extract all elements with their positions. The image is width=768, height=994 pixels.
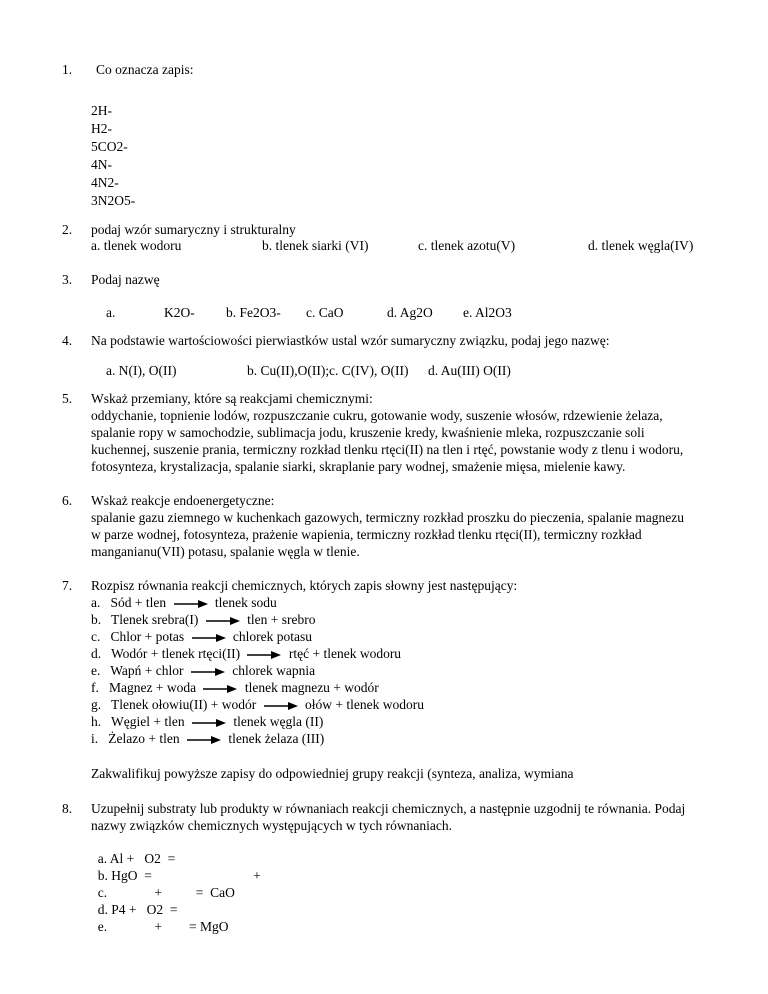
q7-item-e <box>91 663 315 679</box>
reactants: Żelazo + tlen <box>108 731 180 746</box>
products: ołów + tlenek wodoru <box>304 697 424 712</box>
item-letter: c. <box>97 885 108 900</box>
q3-option: K2O- <box>164 305 195 320</box>
item-letter: a. <box>97 851 108 866</box>
q4-number: 4. <box>62 333 73 348</box>
q2-option: b. tlenek siarki (VI) <box>262 238 369 253</box>
reactants: Węgiel + tlen <box>111 714 185 729</box>
item-letter: d. <box>97 902 108 917</box>
products: rtęć + tlenek wodoru <box>288 646 402 661</box>
q7-item-a <box>91 595 277 611</box>
item-letter: e. <box>97 919 108 934</box>
q6-line: spalanie gazu ziemnego w kuchenkach gazowych, termiczny rozkład proszku do pieczenia, spalanie magnezu <box>91 510 684 525</box>
q4-option: c. C(IV), O(II) <box>329 363 409 378</box>
q2-option: d. tlenek węgla(IV) <box>588 238 694 253</box>
q8-number: 8. <box>62 801 73 816</box>
q2-option: c. tlenek azotu(V) <box>418 238 516 253</box>
arrow-right-icon <box>206 616 240 626</box>
item-letter: h. <box>91 714 102 729</box>
reactants: Magnez + woda <box>109 680 197 695</box>
products: tlenek sodu <box>214 595 277 610</box>
q6-number: 6. <box>62 493 73 508</box>
arrow-right-icon <box>192 633 226 643</box>
q5-line: oddychanie, topnienie lodów, rozpuszczanie cukru, gotowanie wody, suszenie włosów, rdzewienie żelaza, <box>91 408 663 423</box>
q7-item-g <box>91 697 424 713</box>
q4-title: Na podstawie wartościowości pierwiastków ustal wzór sumaryczny związku, podaj jego nazwę: <box>91 333 610 348</box>
item-letter: b. <box>97 868 108 883</box>
q1-item: 4N- <box>91 157 112 172</box>
q1-number: 1. <box>62 62 73 77</box>
q1-item: 4N2- <box>91 175 119 190</box>
reactants: Tlenek ołowiu(II) + wodór <box>111 697 257 712</box>
q8-item-e <box>91 903 228 935</box>
q5-line: fotosynteza, krystalizacja, spalanie siarki, skraplanie pary wodnej, smażenie mięsa, mielenie kawy. <box>91 459 626 474</box>
q5-line: spalanie ropy w samochodzie, sublimacja jodu, kruszenie kredy, kwaśnienie mleka, rozpuszczanie soli <box>91 425 645 440</box>
q8-line: nazwy związków chemicznych występujących w tych równaniach. <box>91 818 452 833</box>
arrow-right-icon <box>187 735 221 745</box>
products: tlenek węgla (II) <box>233 714 324 729</box>
equation: Al + O2 = <box>109 851 176 866</box>
equation: HgO = + <box>111 868 261 883</box>
item-letter: e. <box>91 663 101 678</box>
q7-footer: Zakwalifikuj powyższe zapisy do odpowiedniej grupy reakcji (synteza, analiza, wymiana <box>91 766 574 781</box>
arrow-right-icon <box>174 599 208 609</box>
arrow-right-icon <box>192 718 226 728</box>
reactants: Wapń + chlor <box>110 663 184 678</box>
q4-option: d. Au(III) O(II) <box>428 363 511 378</box>
q3-title: Podaj nazwę <box>91 272 160 287</box>
item-letter: i. <box>91 731 99 746</box>
q1-item: 5CO2- <box>91 139 128 154</box>
products: chlorek potasu <box>232 629 312 644</box>
item-letter: a. <box>91 595 101 610</box>
equation: + = CaO <box>110 885 235 900</box>
q7-item-b <box>91 612 315 628</box>
q3-option: e. Al2O3 <box>463 305 512 320</box>
products: chlorek wapnia <box>232 663 316 678</box>
reactants: Sód + tlen <box>110 595 167 610</box>
q5-line: kuchennej, suszenie prania, termiczny rozkład tlenku rtęci(II) na tlen i rtęć, powstanie wody z tlenu i wodoru, <box>91 442 684 457</box>
q3-option: c. CaO <box>306 305 344 320</box>
q7-item-i <box>91 731 324 747</box>
q1-item: 2H- <box>91 103 112 118</box>
q3-option: d. Ag2O <box>387 305 433 320</box>
arrow-right-icon <box>247 650 281 660</box>
arrow-right-icon <box>264 701 298 711</box>
equation: P4 + O2 = <box>111 902 178 917</box>
q7-item-h <box>91 714 323 730</box>
q2-option: a. tlenek wodoru <box>91 238 182 253</box>
item-letter: g. <box>91 697 102 712</box>
item-letter: d. <box>91 646 102 661</box>
q3-letter: a. <box>106 305 116 320</box>
q6-line: w parze wodnej, fotosynteza, prażenie wapienia, termiczny rozkład tlenku rtęci(II), termiczny rozkład <box>91 527 642 542</box>
item-letter: f. <box>91 680 99 695</box>
q5-number: 5. <box>62 391 73 406</box>
q7-title: Rozpisz równania reakcji chemicznych, których zapis słowny jest następujący: <box>91 578 518 593</box>
q7-item-c <box>91 629 312 645</box>
q1-item: 3N2O5- <box>91 193 136 208</box>
reactants: Tlenek srebra(I) <box>111 612 199 627</box>
q3-option: b. Fe2O3- <box>226 305 281 320</box>
q8-line: Uzupełnij substraty lub produkty w równaniach reakcji chemicznych, a następnie uzgodnij te równania. Podaj <box>91 801 686 816</box>
products: tlen + srebro <box>247 612 316 627</box>
q3-number: 3. <box>62 272 73 287</box>
item-letter: c. <box>91 629 101 644</box>
q1-title: Co oznacza zapis: <box>96 62 194 77</box>
products: tlenek żelaza (III) <box>228 731 325 746</box>
q2-title: podaj wzór sumaryczny i strukturalny <box>91 222 296 237</box>
q7-number: 7. <box>62 578 73 593</box>
q6-line: Wskaż reakcje endoenergetyczne: <box>91 493 275 508</box>
arrow-right-icon <box>203 684 237 694</box>
q7-item-d <box>91 646 401 662</box>
q4-option: a. N(I), O(II) <box>106 363 177 378</box>
q7-item-f <box>91 680 379 696</box>
item-letter: b. <box>91 612 102 627</box>
q4-option: b. Cu(II),O(II); <box>247 363 330 378</box>
reactants: Chlor + potas <box>110 629 185 644</box>
q2-number: 2. <box>62 222 73 237</box>
products: tlenek magnezu + wodór <box>244 680 379 695</box>
equation: + = MgO <box>110 919 229 934</box>
q5-line: Wskaż przemiany, które są reakcjami chemicznymi: <box>91 391 373 406</box>
arrow-right-icon <box>191 667 225 677</box>
reactants: Wodór + tlenek rtęci(II) <box>111 646 241 661</box>
q1-item: H2- <box>91 121 112 136</box>
q6-line: manganianu(VII) potasu, spalanie węgla w tlenie. <box>91 544 360 559</box>
